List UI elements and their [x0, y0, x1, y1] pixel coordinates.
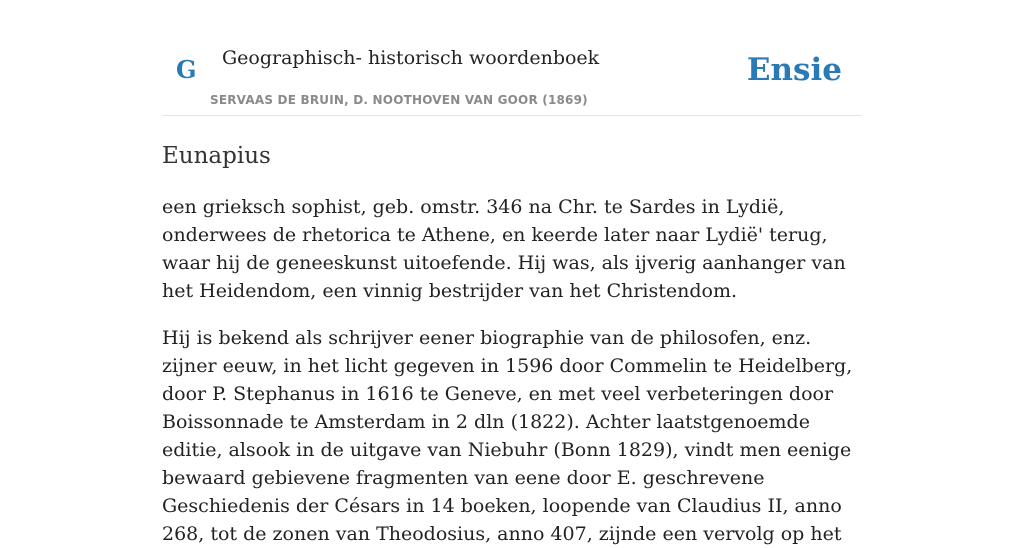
ensie-logo[interactable]: Ensie	[746, 52, 842, 88]
page	[162, 0, 862, 548]
entry-paragraph-1: een grieksch sophist, geb. omstr. 346 na Chr. te Sardes in Lydië, onderwees de rhetorica te Athene, en keerde later naar Lydië' terug, waar hij de geneeskunst uitoefende. Hij was, als ijverig aanhanger van het Heidendom, een vinnig bestrijder van het Christendom.	[162, 196, 846, 302]
book-title[interactable]: Geographisch- historisch woordenboek	[222, 47, 600, 69]
entry-paragraph-2: Hij is bekend als schrijver eener biographie van de philosofen, enz. zijner eeuw, in het licht gegeven in 1596 door Commelin te Heidelberg, door P. Stephanus in 1616 te Geneve, en met veel verbeteringen door Boissonnade te Amsterdam in 2 dln (1822). Achter laatstgenoemde editie, alsook in de uitgave van Niebuhr (Bonn 1829), vindt men eenige bewaard gebievene fragmenten van eene door E. geschrevene Geschiedenis der Césars in 14 boeken, loopende van Claudius II, anno 268, tot de zonen van Theodosius, anno 407, zijnde een vervolg op het	[162, 327, 853, 545]
entry-title: Eunapius	[162, 143, 271, 169]
book-author: SERVAAS DE BRUIN, D. NOOTHOVEN VAN GOOR (1869)	[210, 93, 588, 107]
header	[162, 0, 862, 116]
book-letter-icon[interactable]: G	[176, 55, 197, 84]
